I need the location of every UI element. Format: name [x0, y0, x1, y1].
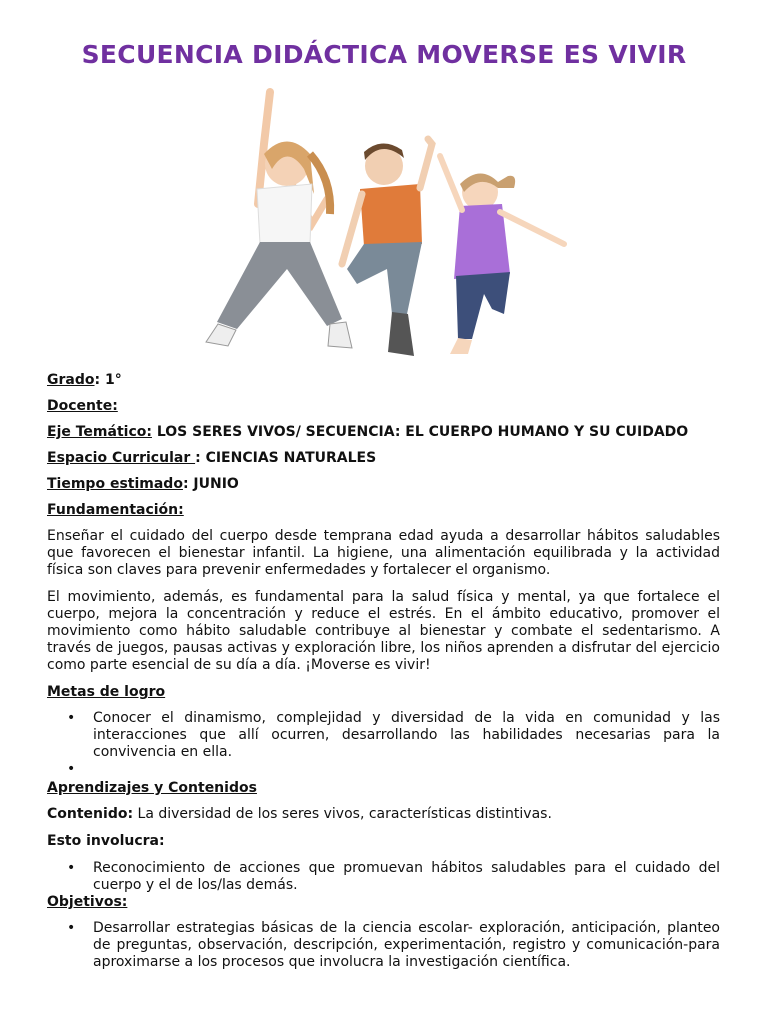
involucra-line	[47, 833, 720, 850]
list-item: • Reconocimiento de acciones que promuevan hábitos saludables para el cuidado del cuerpo y el de los/las demás.	[67, 860, 720, 893]
tiempo-line	[47, 476, 720, 493]
eje-line	[47, 424, 720, 441]
fundamentacion-heading	[47, 502, 720, 519]
espacio-label: Espacio Curricular	[47, 450, 196, 466]
objetivos-label: Objetivos:	[47, 894, 128, 910]
page-title: SECUENCIA DIDÁCTICA MOVERSE ES VIVIR	[81, 40, 687, 69]
contenido-label: Contenido:	[47, 806, 134, 822]
tiempo-value: : JUNIO	[182, 476, 239, 492]
fundamentacion-label: Fundamentación:	[47, 502, 184, 518]
contenido-value: La diversidad de los seres vivos, características distintivas.	[133, 806, 552, 822]
grado-value: : 1°	[94, 372, 122, 388]
aprendizajes-label: Aprendizajes y Contenidos	[47, 780, 257, 796]
aprendizajes-heading	[47, 780, 720, 797]
document-body	[47, 372, 720, 971]
docente-label: Docente:	[47, 398, 118, 414]
eje-label: Eje Temático:	[47, 424, 152, 440]
metas-label: Metas de logro	[47, 684, 166, 700]
bullet-icon: •	[67, 710, 76, 726]
espacio-line	[47, 450, 720, 467]
involucra-label: Esto involucra:	[47, 833, 165, 849]
metas-list	[47, 710, 720, 778]
grado-label: Grado	[47, 372, 95, 388]
objetivos-list	[47, 920, 720, 971]
tiempo-label: Tiempo estimado	[47, 476, 183, 492]
list-item	[47, 761, 720, 778]
grado-line	[47, 372, 720, 389]
metas-heading	[47, 684, 720, 701]
bullet-icon: •	[67, 860, 76, 876]
espacio-value: : CIENCIAS NATURALES	[195, 450, 377, 466]
fundamentacion-paragraph-2: El movimiento, además, es fundamental para la salud física y mental, ya que fortalece el cuerpo, mejora la concentración y reduce el estrés. En el ámbito educativo, promover el movimiento como hábito saludable contribuye al bienestar y combate el sedentarismo. A través de juegos, pausas activas y exploración libre, los niños aprenden a disfrutar del ejercicio como parte esencial de su día a día. ¡Moverse es vivir!	[47, 589, 720, 673]
fundamentacion-paragraph-1: Enseñar el cuidado del cuerpo desde temprana edad ayuda a desarrollar hábitos saludables que favorecen el bienestar infantil. La higiene, una alimentación equilibrada y la actividad física son claves para prevenir enfermedades y fortalecer el organismo.	[47, 528, 720, 578]
children-jumping-image	[192, 84, 577, 364]
list-item: • Conocer el dinamismo, complejidad y diversidad de la vida en comunidad y las interacciones que allí ocurren, desarrollando las habilidades necesarias para la convivencia en ella.	[67, 710, 720, 760]
contenido-line	[47, 806, 720, 823]
docente-line	[47, 398, 720, 415]
list-item: • Desarrollar estrategias básicas de la ciencia escolar- exploración, anticipación, planteo de preguntas, observación, descripción, experimentación, registro y comunicación-para aproximarse a los procesos que involucra la investigación científica.	[67, 920, 720, 970]
objetivos-heading	[47, 894, 720, 911]
eje-value: LOS SERES VIVOS/ SECUENCIA: EL CUERPO HUMANO Y SU CUIDADO	[151, 424, 689, 440]
involucra-list	[47, 860, 720, 894]
bullet-icon: •	[67, 761, 76, 777]
bullet-icon: •	[67, 920, 76, 936]
